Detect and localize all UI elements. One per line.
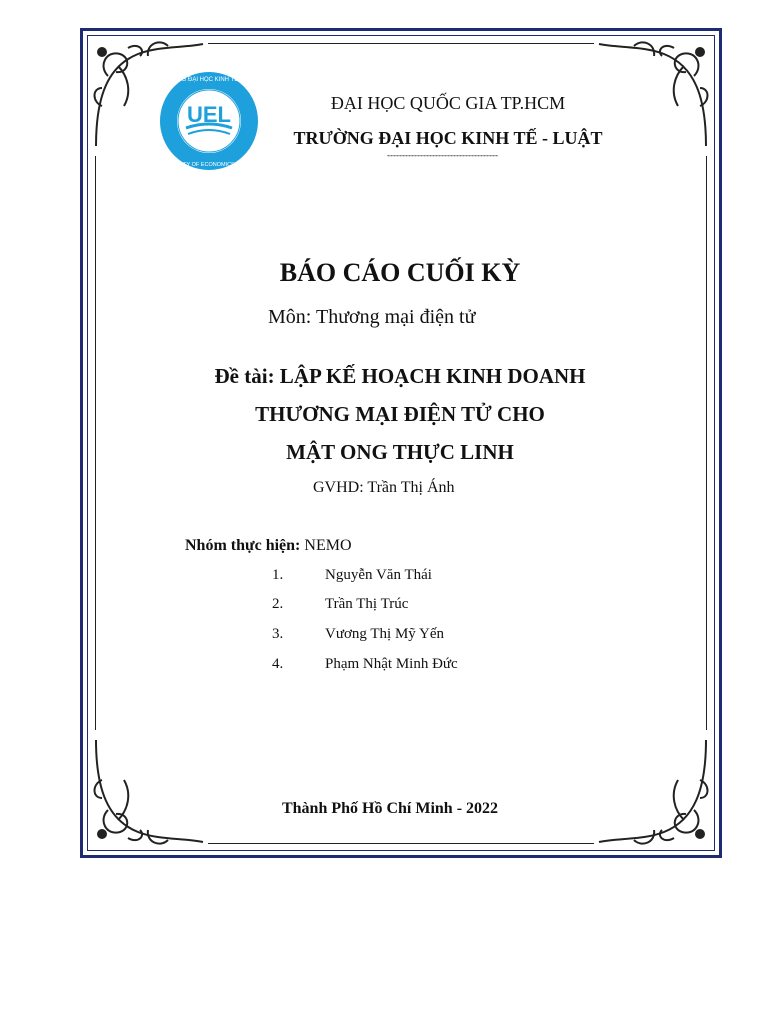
header-divider: -------------------------------------	[387, 150, 498, 160]
svg-text:UNIVERSITY OF ECONOMICS AND LA: UNIVERSITY OF ECONOMICS AND LAW	[158, 162, 260, 168]
member-name: Trần Thị Trúc	[325, 596, 409, 612]
member-number: 4.	[272, 656, 284, 672]
ornament-line-top	[208, 43, 594, 44]
topic-line-3: MẬT ONG THỰC LINH	[286, 440, 514, 464]
member-name: Nguyễn Văn Thái	[325, 567, 432, 583]
corner-ornament-bottom-left	[88, 730, 208, 850]
member-number: 2.	[272, 596, 284, 612]
uel-logo	[158, 70, 260, 172]
topic-line-2: THƯƠNG MẠI ĐIỆN TỬ CHO	[255, 402, 545, 426]
group-name: NEMO	[304, 537, 352, 554]
member-name: Phạm Nhật Minh Đức	[325, 656, 458, 672]
footer-place-year: Thành Phố Hồ Chí Minh - 2022	[281, 800, 499, 817]
ornament-line-left	[95, 156, 96, 730]
advisor-line: GVHD: Trần Thị Ánh	[313, 479, 455, 496]
university-name: ĐẠI HỌC QUỐC GIA TP.HCM	[330, 93, 566, 113]
school-name: TRƯỜNG ĐẠI HỌC KINH TẾ - LUẬT	[293, 128, 603, 148]
member-number: 1.	[272, 567, 284, 583]
ornament-line-bottom	[208, 843, 594, 844]
svg-text:UEL: UEL	[187, 102, 231, 127]
group-label: Nhóm thực hiện:	[185, 537, 301, 554]
report-title: BÁO CÁO CUỐI KỲ	[279, 258, 521, 287]
svg-text:TRƯỜNG ĐẠI HỌC KINH TẾ - LUẬT: TRƯỜNG ĐẠI HỌC KINH TẾ - LUẬT	[159, 77, 259, 83]
member-number: 3.	[272, 626, 284, 642]
member-name: Vương Thị Mỹ Yến	[325, 626, 444, 642]
ornament-line-right	[706, 156, 707, 730]
corner-ornament-bottom-right	[594, 730, 714, 850]
subject-line: Môn: Thương mại điện tử	[268, 306, 476, 328]
group-line	[185, 537, 352, 555]
topic-line-1: Đề tài: LẬP KẾ HOẠCH KINH DOANH	[214, 364, 586, 388]
